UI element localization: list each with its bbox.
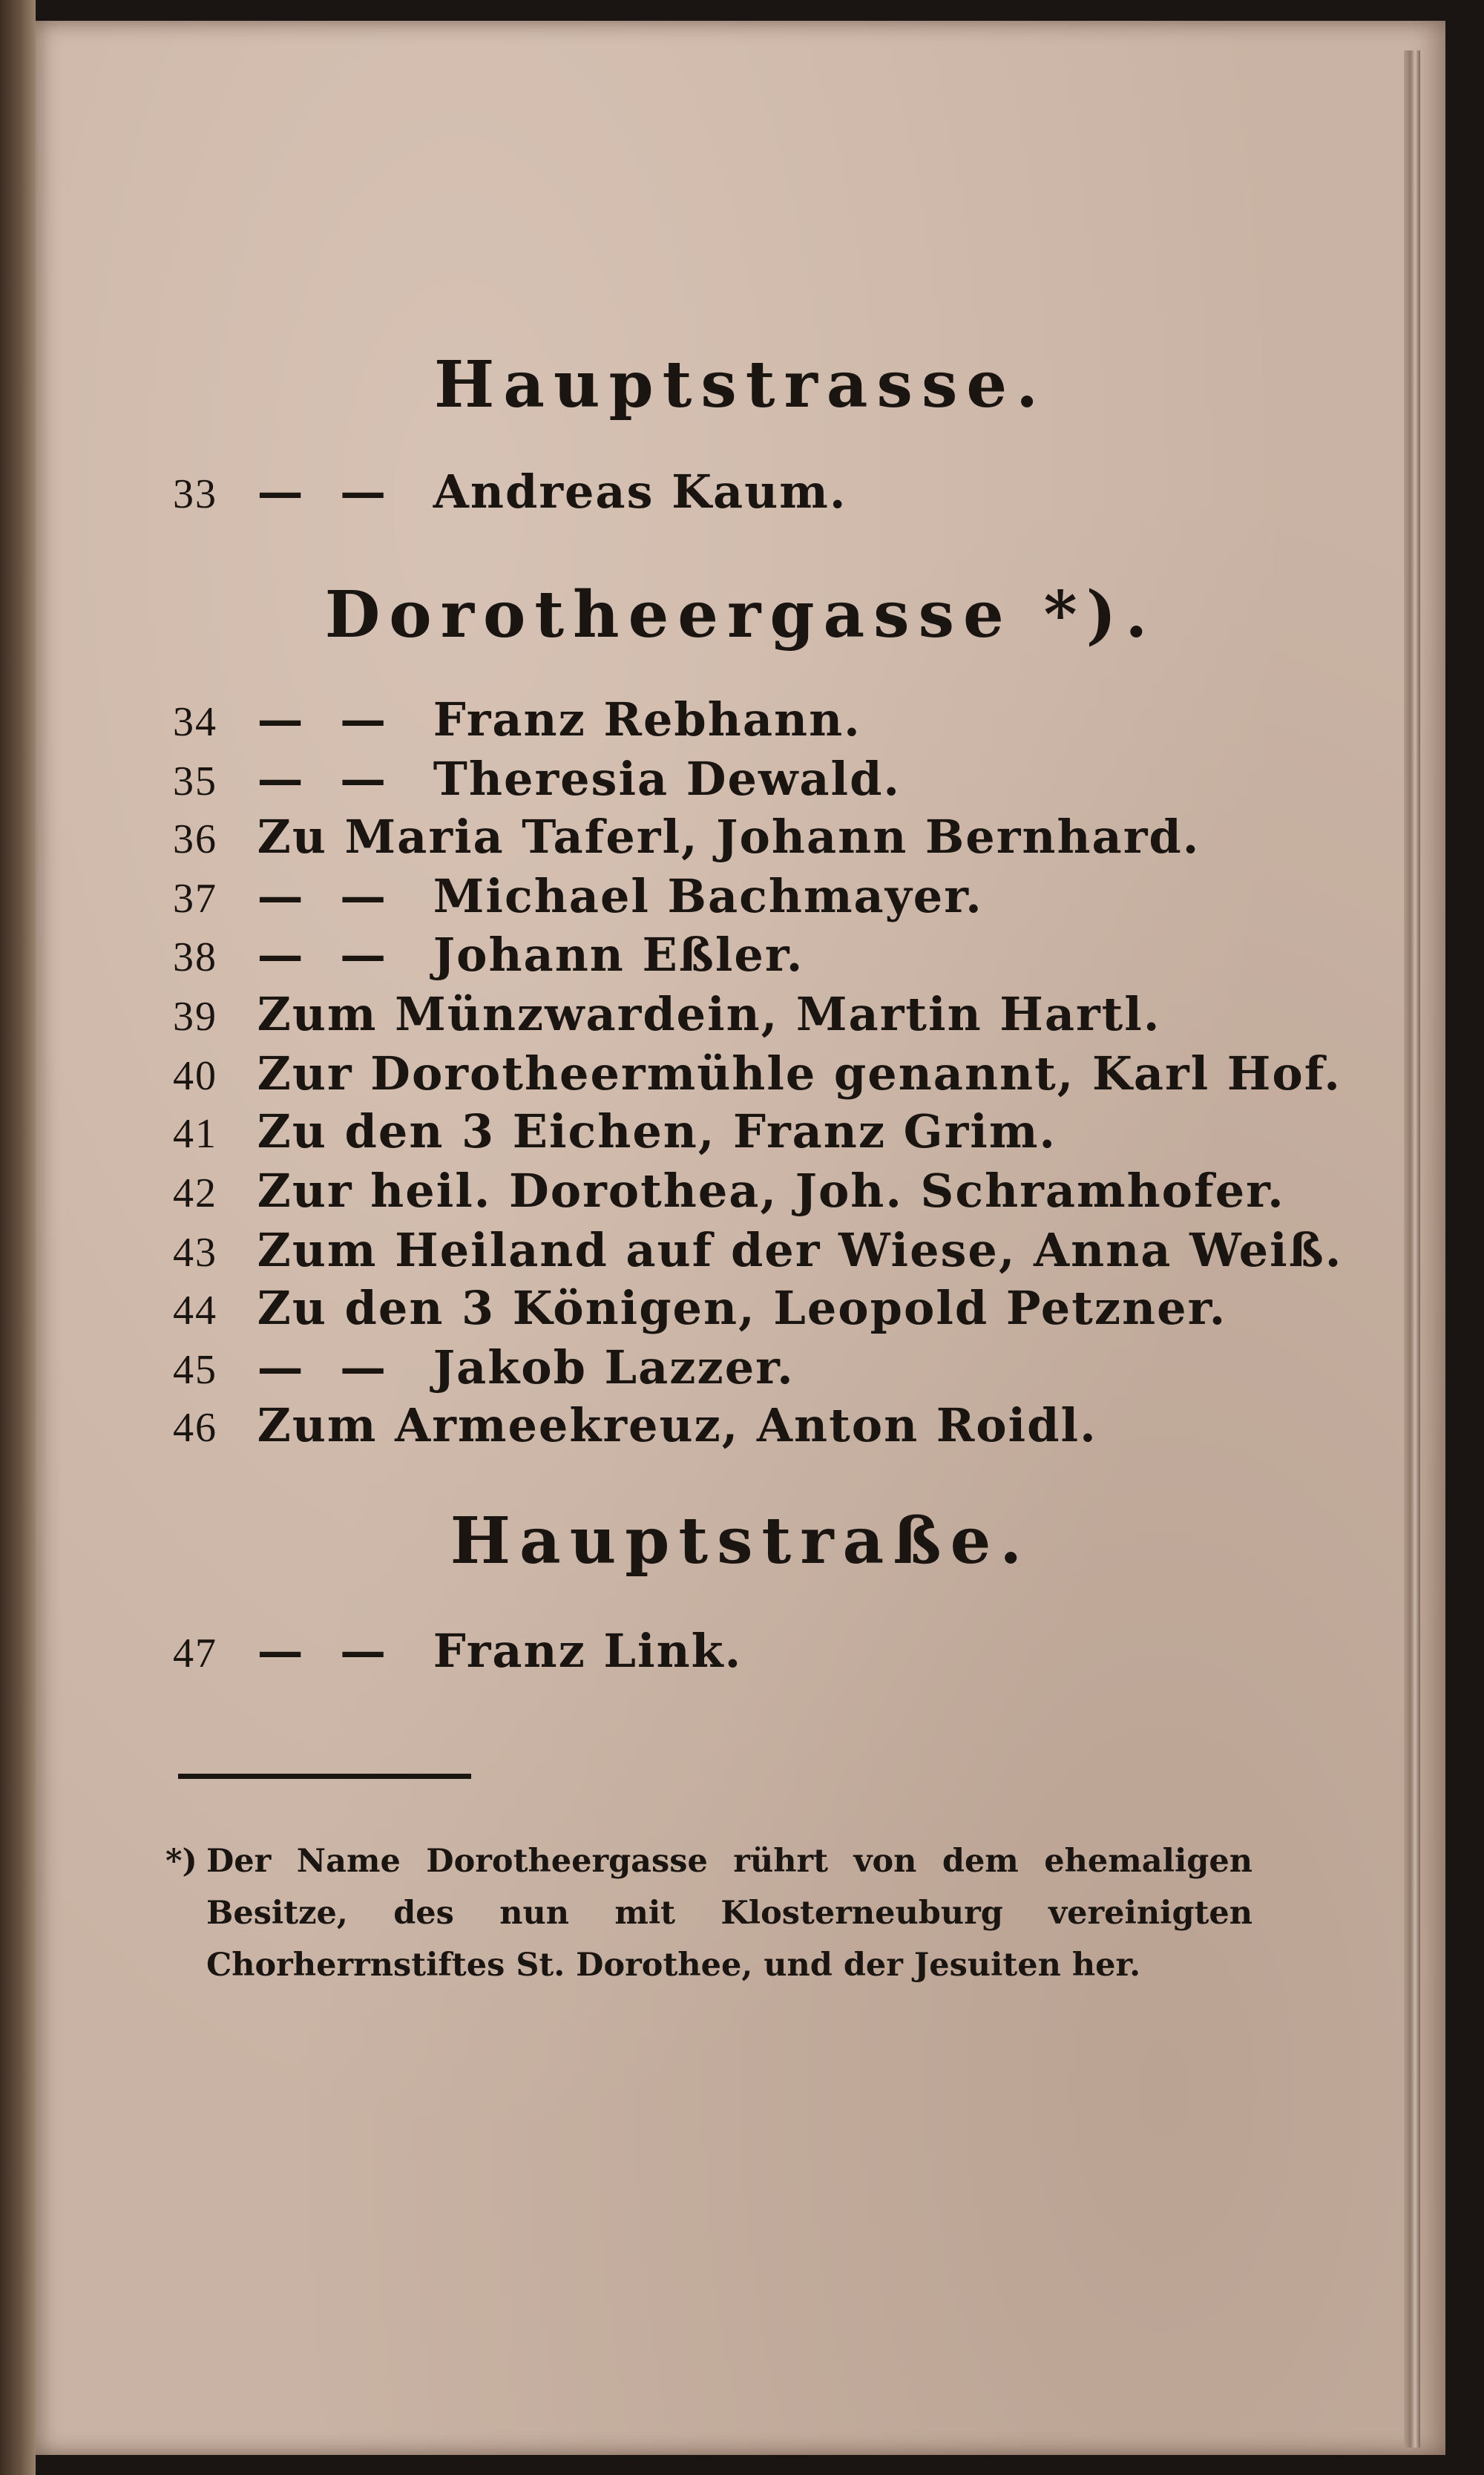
entry-text: Michael Bachmayer. — [433, 869, 983, 923]
entry-dash: — — — [257, 752, 397, 806]
section-heading-hauptstrasse: Hauptstrasse. — [433, 347, 1048, 422]
entry-row — [173, 1624, 742, 1678]
entry-text: Zu den 3 Königen, Leopold Petzner. — [257, 1281, 1227, 1335]
section-heading-hauptstrasse-2: Hauptstraße. — [450, 1504, 1031, 1579]
section-heading-dorotheergasse: Dorotheergasse *). — [324, 577, 1157, 652]
entry-text: Johann Eßler. — [433, 928, 804, 982]
entry-text: Zu Maria Taferl, Johann Bernhard. — [257, 810, 1201, 864]
entry-row — [173, 1340, 795, 1394]
entry-text: Theresia Dewald. — [433, 752, 902, 806]
entry-text: Zum Heiland auf der Wiese, Anna Weiß. — [257, 1223, 1343, 1277]
footnote — [165, 1835, 1252, 1991]
entry-row — [173, 752, 901, 806]
entry-text: Zur heil. Dorothea, Joh. Schramhofer. — [257, 1164, 1285, 1218]
footnote-text: Der Name Dorotheergasse rührt von dem ehemaligen Besitze, des nun mit Klosterneuburg vereinigten Chorherrnstiftes St. Dorothee, und der Jesuiten her. — [206, 1843, 1252, 1984]
house-number: 45 — [173, 1347, 217, 1393]
entry-row — [173, 987, 1160, 1041]
book-spine-shadow — [0, 0, 36, 2475]
house-number: 44 — [173, 1288, 217, 1334]
house-number: 38 — [173, 934, 217, 980]
entry-row — [173, 1398, 1097, 1452]
entry-row — [173, 928, 804, 982]
house-number: 41 — [173, 1111, 217, 1157]
entry-text: Andreas Kaum. — [433, 465, 847, 519]
house-number: 46 — [173, 1405, 217, 1451]
entry-row — [173, 1104, 1057, 1158]
entry-text: Franz Link. — [433, 1624, 743, 1678]
house-number: 36 — [173, 816, 217, 862]
entry-dash: — — — [257, 928, 397, 982]
entry-row — [173, 465, 847, 519]
entry-text: Jakob Lazzer. — [433, 1340, 795, 1394]
entry-row — [173, 810, 1200, 864]
entry-text: Zur Dorotheermühle genannt, Karl Hof. — [257, 1046, 1342, 1101]
entry-dash: — — — [257, 1340, 397, 1394]
entry-text: Franz Rebhann. — [433, 692, 861, 747]
entry-dash: — — — [257, 692, 397, 747]
entry-row — [173, 692, 861, 747]
house-number: 33 — [173, 471, 217, 517]
entry-row — [173, 1223, 1342, 1277]
entry-row — [173, 1046, 1342, 1101]
entry-row — [173, 1164, 1285, 1218]
house-number: 47 — [173, 1630, 217, 1676]
entry-text: Zu den 3 Eichen, Franz Grim. — [257, 1104, 1057, 1158]
entry-text: Zum Münzwardein, Martin Hartl. — [257, 987, 1161, 1041]
entry-dash: — — — [257, 869, 397, 923]
footnote-marker: *) — [165, 1843, 197, 1880]
house-number: 34 — [173, 699, 217, 745]
house-number: 43 — [173, 1230, 217, 1276]
entry-text: Zum Armeekreuz, Anton Roidl. — [257, 1398, 1097, 1452]
house-number: 37 — [173, 876, 217, 922]
house-number: 39 — [173, 994, 217, 1040]
house-number: 42 — [173, 1170, 217, 1216]
entry-dash: — — — [257, 465, 397, 519]
book-page — [36, 21, 1445, 2455]
house-number: 35 — [173, 758, 217, 804]
entry-dash: — — — [257, 1624, 397, 1678]
footnote-rule — [178, 1774, 471, 1779]
house-number: 40 — [173, 1053, 217, 1099]
entry-row — [173, 1281, 1227, 1335]
entry-row — [173, 869, 983, 923]
